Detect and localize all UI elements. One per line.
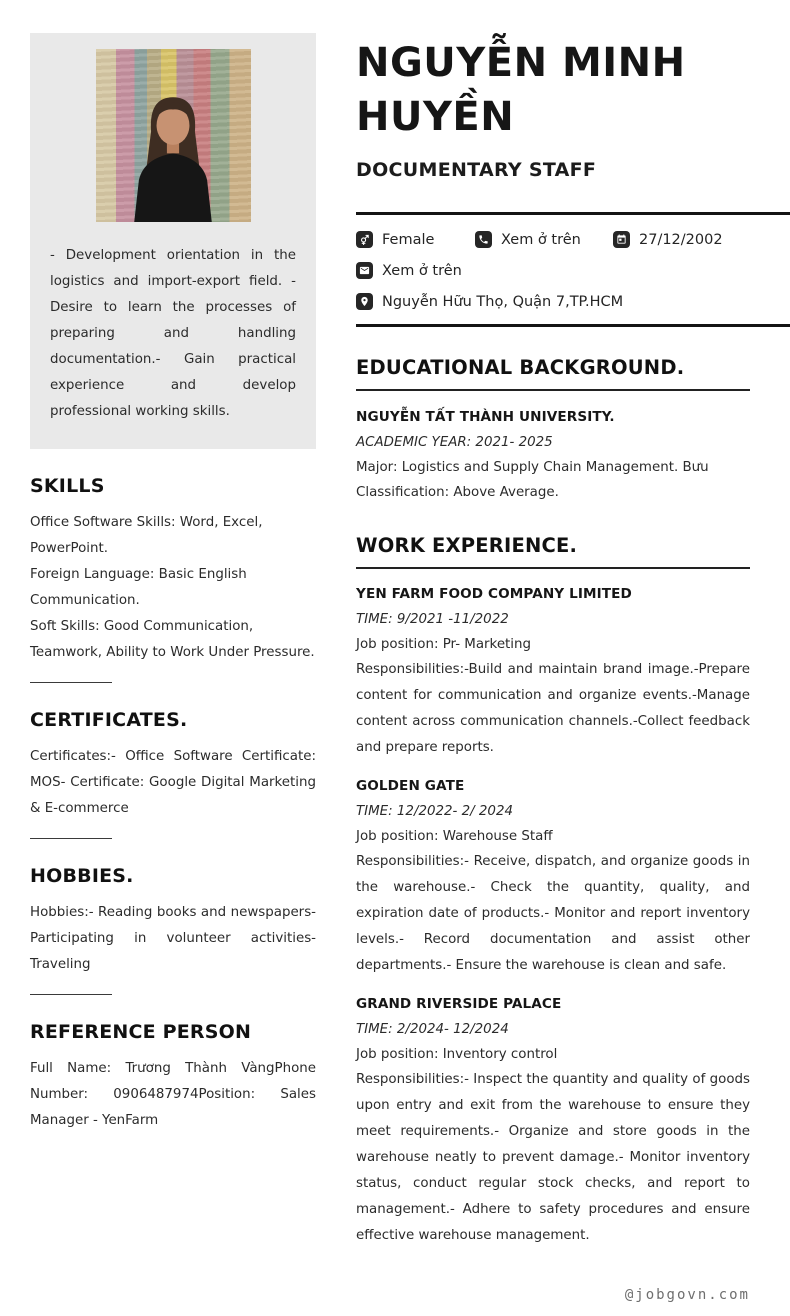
contact-birthday	[613, 231, 723, 248]
skill-item: Soft Skills: Good Communication, Teamwork, Ability to Work Under Pressure.	[30, 619, 315, 660]
classification: Classification: Above Average.	[356, 485, 559, 500]
job-responsibilities: Responsibilities:-Build and maintain brand image.-Prepare content for communication and organize events.-Manage content across communication channels.-Collect feedback and prepare reports.	[356, 662, 750, 755]
experience-heading: WORK EXPERIENCE.	[356, 534, 750, 569]
job-entry	[356, 774, 750, 979]
intro-box	[30, 33, 316, 449]
skill-item: Office Software Skills: Word, Excel, PowerPoint.	[30, 515, 263, 556]
contact-phone	[475, 231, 613, 248]
main-column	[356, 0, 790, 1249]
location-icon	[356, 293, 373, 310]
sidebar	[30, 33, 316, 1134]
person-illustration	[112, 90, 234, 222]
job-time: TIME: 9/2021 -11/2022	[356, 612, 509, 627]
major: Major: Logistics and Supply Chain Management. Bưu	[356, 460, 709, 475]
job-entry	[356, 992, 750, 1249]
job-position: Job position: Pr- Marketing	[356, 637, 532, 652]
company-name: YEN FARM FOOD COMPANY LIMITED	[356, 586, 632, 602]
phone-value: Xem ở trên	[501, 231, 581, 248]
gender-icon	[356, 231, 373, 248]
job-responsibilities: Responsibilities:- Inspect the quantity and quality of goods upon entry and exit from the warehouse to ensure they meet requirements.- Organize and store goods in the warehouse neatly to prevent damage.- Monitor inventory status, conduct regular stock checks, and report to management.- Adhere to safety procedures and ensure effective warehouse management.	[356, 1072, 750, 1243]
section-divider	[30, 994, 112, 995]
section-divider	[30, 838, 112, 839]
contact-row	[356, 231, 790, 248]
contact-bottom-rule	[356, 324, 790, 327]
job-responsibilities: Responsibilities:- Receive, dispatch, and organize goods in the warehouse.- Check the quantity, quality, and expiration date of products.- Monitor and report inventory levels.- Record documentation and assist other departments.- Ensure the warehouse is clean and safe.	[356, 854, 750, 973]
job-time: TIME: 12/2022- 2/ 2024	[356, 804, 513, 819]
profile-photo	[96, 49, 251, 222]
birthday-value: 27/12/2002	[639, 231, 723, 248]
hobbies-text: Hobbies:- Reading books and newspapers-Participating in volunteer activities-Traveling	[30, 905, 316, 972]
address-value: Nguyễn Hữu Thọ, Quận 7,TP.HCM	[382, 293, 624, 310]
job-position: Job position: Inventory control	[356, 1047, 558, 1062]
contact-block	[356, 215, 790, 310]
skills-heading: SKILLS	[30, 475, 105, 497]
education-heading: EDUCATIONAL BACKGROUND.	[356, 356, 750, 391]
gender-value: Female	[382, 231, 435, 248]
job-entry	[356, 582, 750, 761]
job-time: TIME: 2/2024- 12/2024	[356, 1022, 509, 1037]
contact-row	[356, 293, 790, 310]
company-name: GOLDEN GATE	[356, 778, 465, 794]
contact-email	[356, 262, 462, 279]
hobbies-heading: HOBBIES.	[30, 865, 134, 887]
reference-text: Full Name: Trương Thành VàngPhone Number: 0906487974Position: Sales Manager - YenFarm	[30, 1061, 316, 1128]
candidate-job-title: DOCUMENTARY STAFF	[356, 159, 597, 181]
email-value: Xem ở trên	[382, 262, 462, 279]
job-position: Job position: Warehouse Staff	[356, 829, 553, 844]
skills-list	[30, 510, 316, 666]
certificates-text: Certificates:- Office Software Certificate: MOS- Certificate: Google Digital Marketing & E-commerce	[30, 749, 316, 816]
section-divider	[30, 682, 112, 683]
phone-icon	[475, 231, 492, 248]
academic-year: ACADEMIC YEAR: 2021- 2025	[356, 435, 553, 450]
school-name: NGUYỄN TẤT THÀNH UNIVERSITY.	[356, 409, 615, 425]
skill-item: Foreign Language: Basic English Communication.	[30, 567, 247, 608]
contact-row	[356, 262, 790, 279]
reference-heading: REFERENCE PERSON	[30, 1021, 252, 1043]
contact-address	[356, 293, 623, 310]
contact-gender	[356, 231, 475, 248]
calendar-icon	[613, 231, 630, 248]
mail-icon	[356, 262, 373, 279]
career-objective: - Development orientation in the logistics and import-export field. - Desire to learn the processes of preparing and handling documentation.- Gain practical experience and develop professional working skills.	[50, 248, 296, 419]
education-entry	[356, 405, 750, 505]
watermark: @jobgovn.com	[624, 1287, 750, 1303]
candidate-name: NGUYỄN MINH HUYỀN	[356, 40, 686, 140]
company-name: GRAND RIVERSIDE PALACE	[356, 996, 562, 1012]
certificates-heading: CERTIFICATES.	[30, 709, 188, 731]
